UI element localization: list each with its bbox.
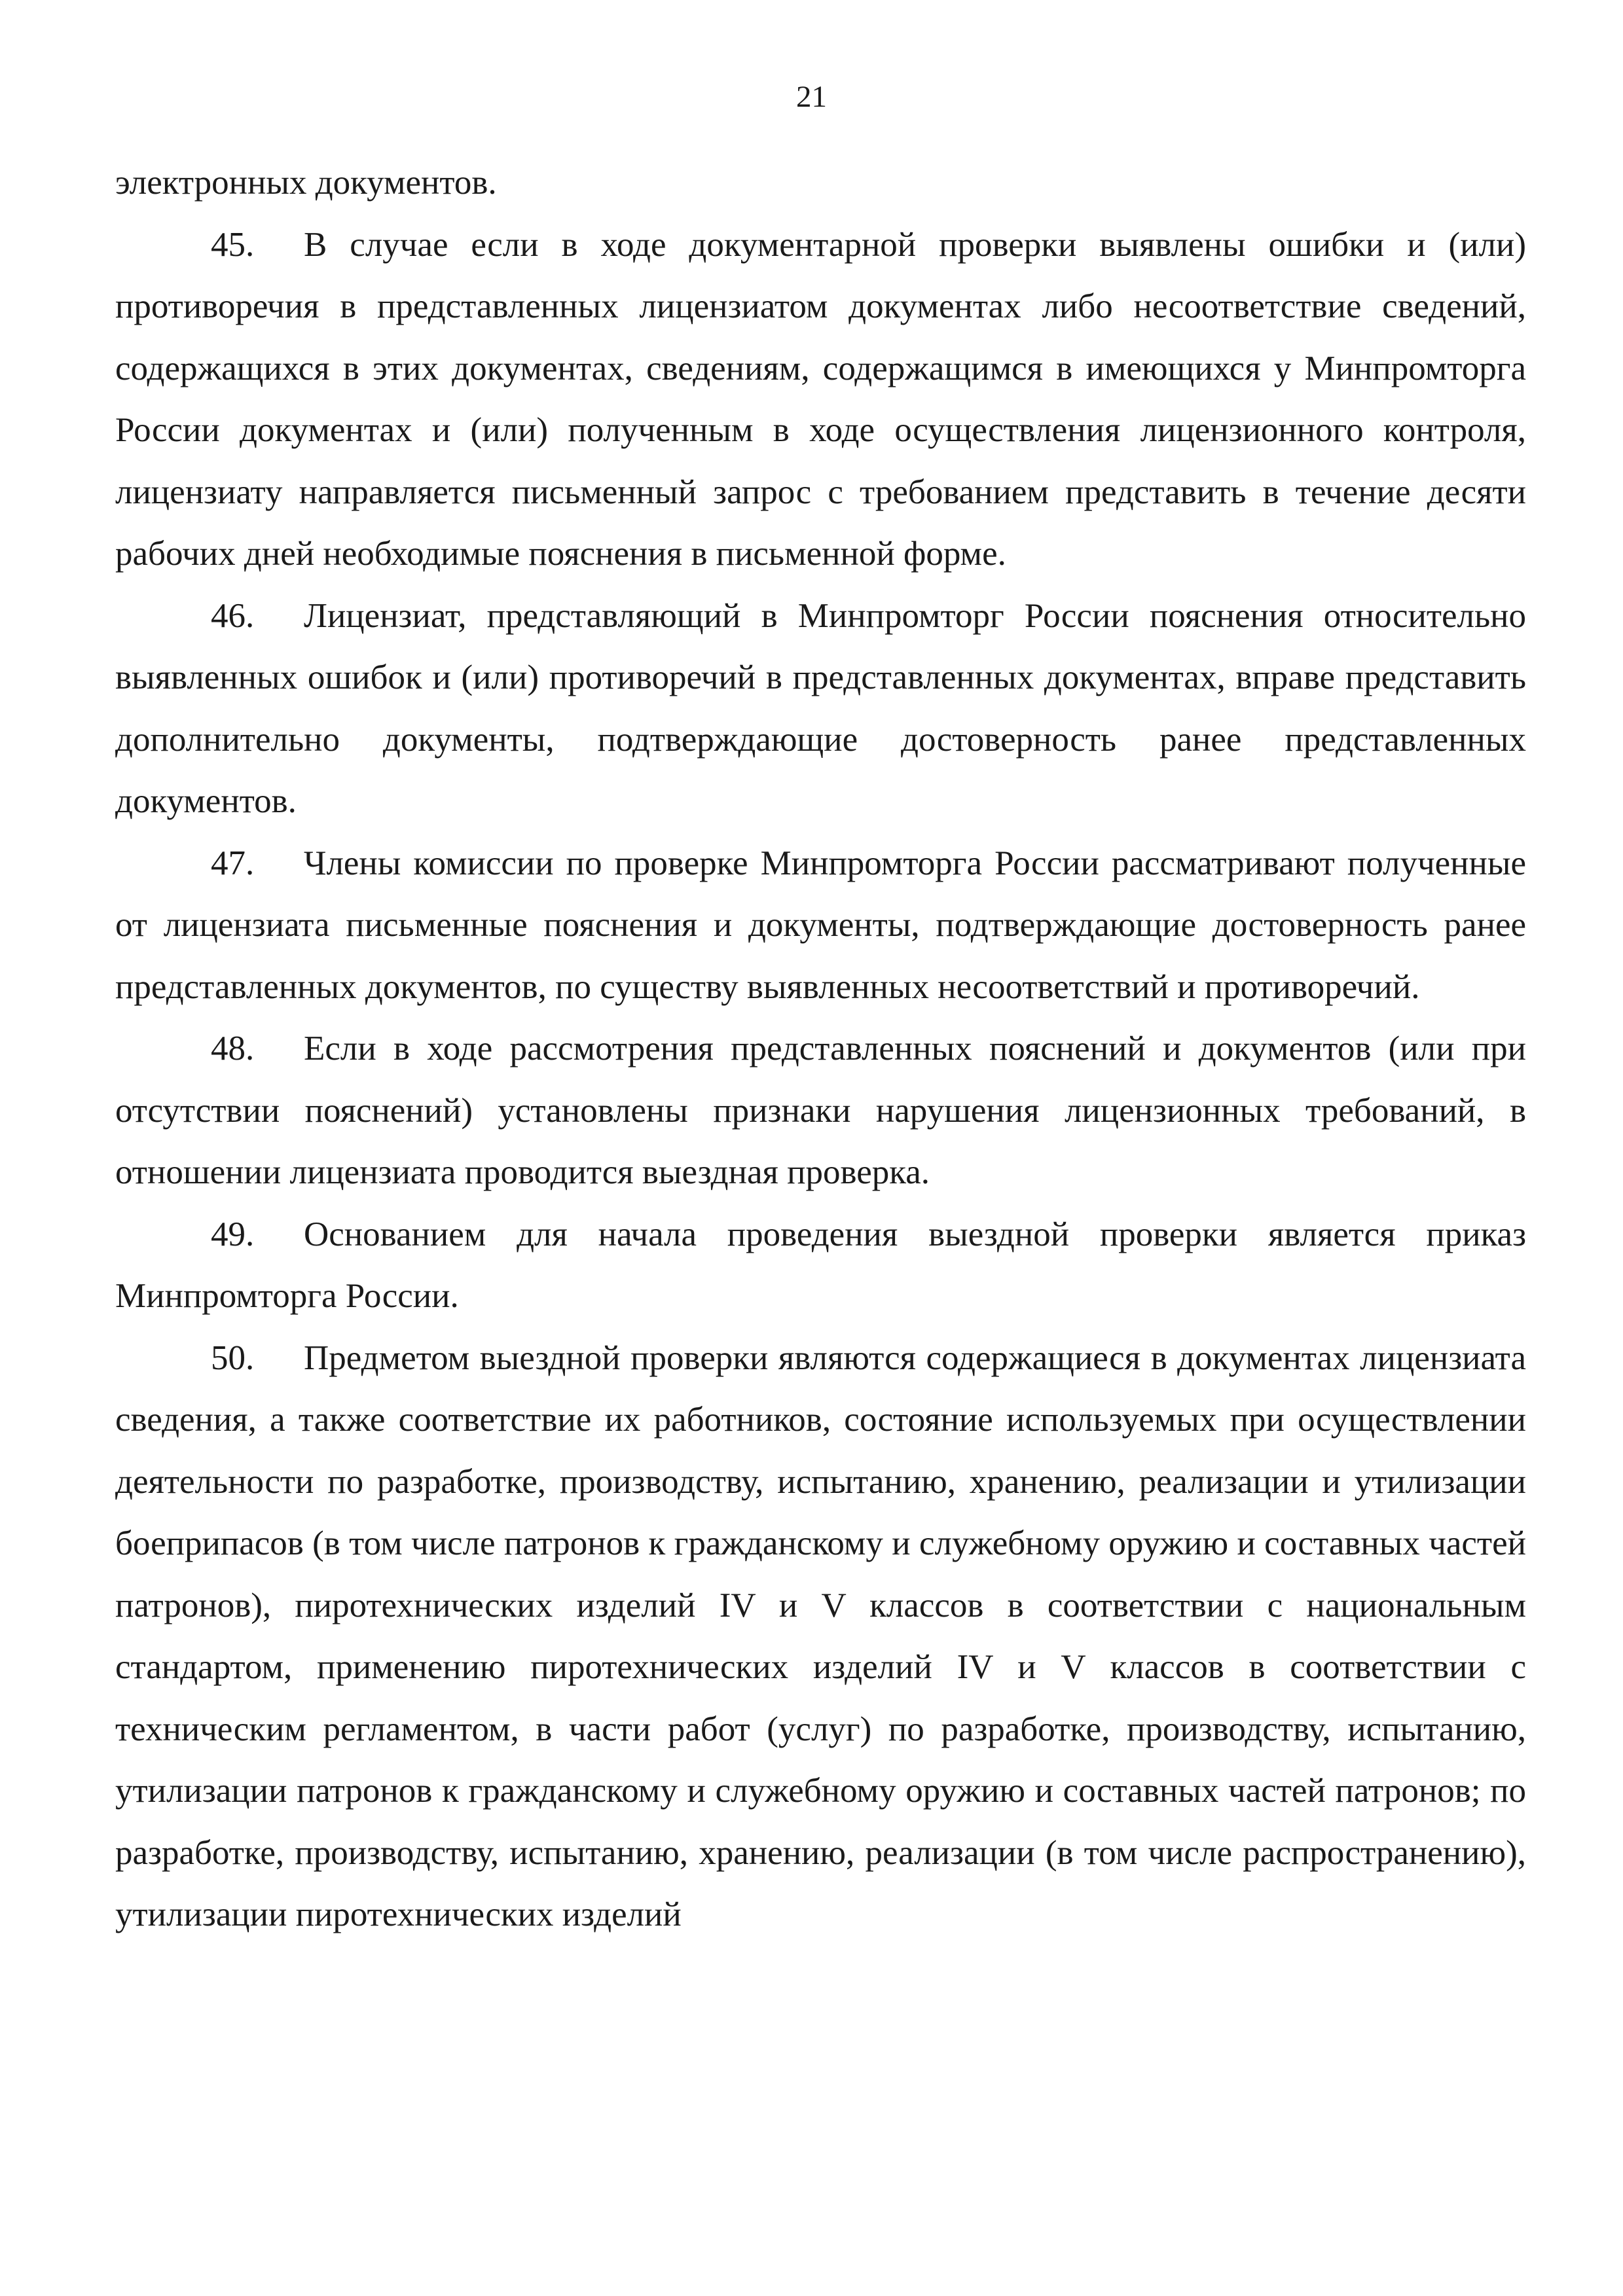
paragraph-number: 49. bbox=[211, 1215, 255, 1253]
paragraph-text: Основанием для начала проведения выездной проверки является приказ Минпромторга России. bbox=[115, 1215, 1526, 1315]
paragraph-continuation bbox=[115, 152, 1526, 214]
paragraph-46 bbox=[115, 585, 1526, 833]
paragraph-number: 46. bbox=[211, 596, 255, 635]
document-body bbox=[115, 152, 1526, 1946]
paragraph-49 bbox=[115, 1204, 1526, 1327]
paragraph-48 bbox=[115, 1018, 1526, 1204]
paragraph-text: электронных документов. bbox=[115, 164, 497, 202]
paragraph-text: Члены комиссии по проверке Минпромторга России рассматривают полученные от лицензиата письменные пояснения и документы, подтверждающие достоверность ранее представленных документов, по существу выявленных несоответствий и противоречий. bbox=[115, 844, 1526, 1006]
paragraph-50 bbox=[115, 1327, 1526, 1946]
paragraph-text: Если в ходе рассмотрения представленных пояснений и документов (или при отсутствии пояснений) установлены признаки нарушения лицензионных требований, в отношении лицензиата проводится выездная проверка. bbox=[115, 1030, 1526, 1191]
paragraph-number: 45. bbox=[211, 225, 255, 264]
paragraph-number: 48. bbox=[211, 1030, 255, 1067]
paragraph-text: Лицензиат, представляющий в Минпромторг России пояснения относительно выявленных ошибок и (или) противоречий в представленных документах, вправе представить дополнительно документы, подтверждающие достоверность ранее представленных документов. bbox=[115, 596, 1526, 820]
paragraph-text: В случае если в ходе документарной проверки выявлены ошибки и (или) противоречия в представленных лицензиатом документах либо несоответствие сведений, содержащихся в этих документах, сведениям, содержащимся в имеющихся у Минпромторга России документах и (или) полученным в ходе осуществления лицензионного контроля, лицензиату направляется письменный запрос с требованием представить в течение десяти рабочих дней необходимые пояснения в письменной форме. bbox=[115, 225, 1526, 573]
paragraph-text: Предметом выездной проверки являются содержащиеся в документах лицензиата сведения, а также соответствие их работников, состояние используемых при осуществлении деятельности по разработке, производству, испытанию, хранению, реализации и утилизации боеприпасов (в том числе патронов к гражданскому и служебному оружию и составных частей патронов), пиротехнических изделий IV и V классов в соответствии с национальным стандартом, применению пиротехнических изделий IV и V классов в соответствии с техническим регламентом, в части работ (услуг) по разработке, производству, испытанию, утилизации патронов к гражданскому и служебному оружию и составных частей патронов; по разработке, производству, испытанию, хранению, реализации (в том числе распространению), утилизации пиротехнических изделий bbox=[115, 1338, 1526, 1933]
paragraph-45 bbox=[115, 214, 1526, 585]
page-number: 21 bbox=[796, 80, 827, 114]
paragraph-47 bbox=[115, 833, 1526, 1018]
paragraph-number: 50. bbox=[211, 1338, 255, 1377]
paragraph-number: 47. bbox=[211, 844, 255, 882]
